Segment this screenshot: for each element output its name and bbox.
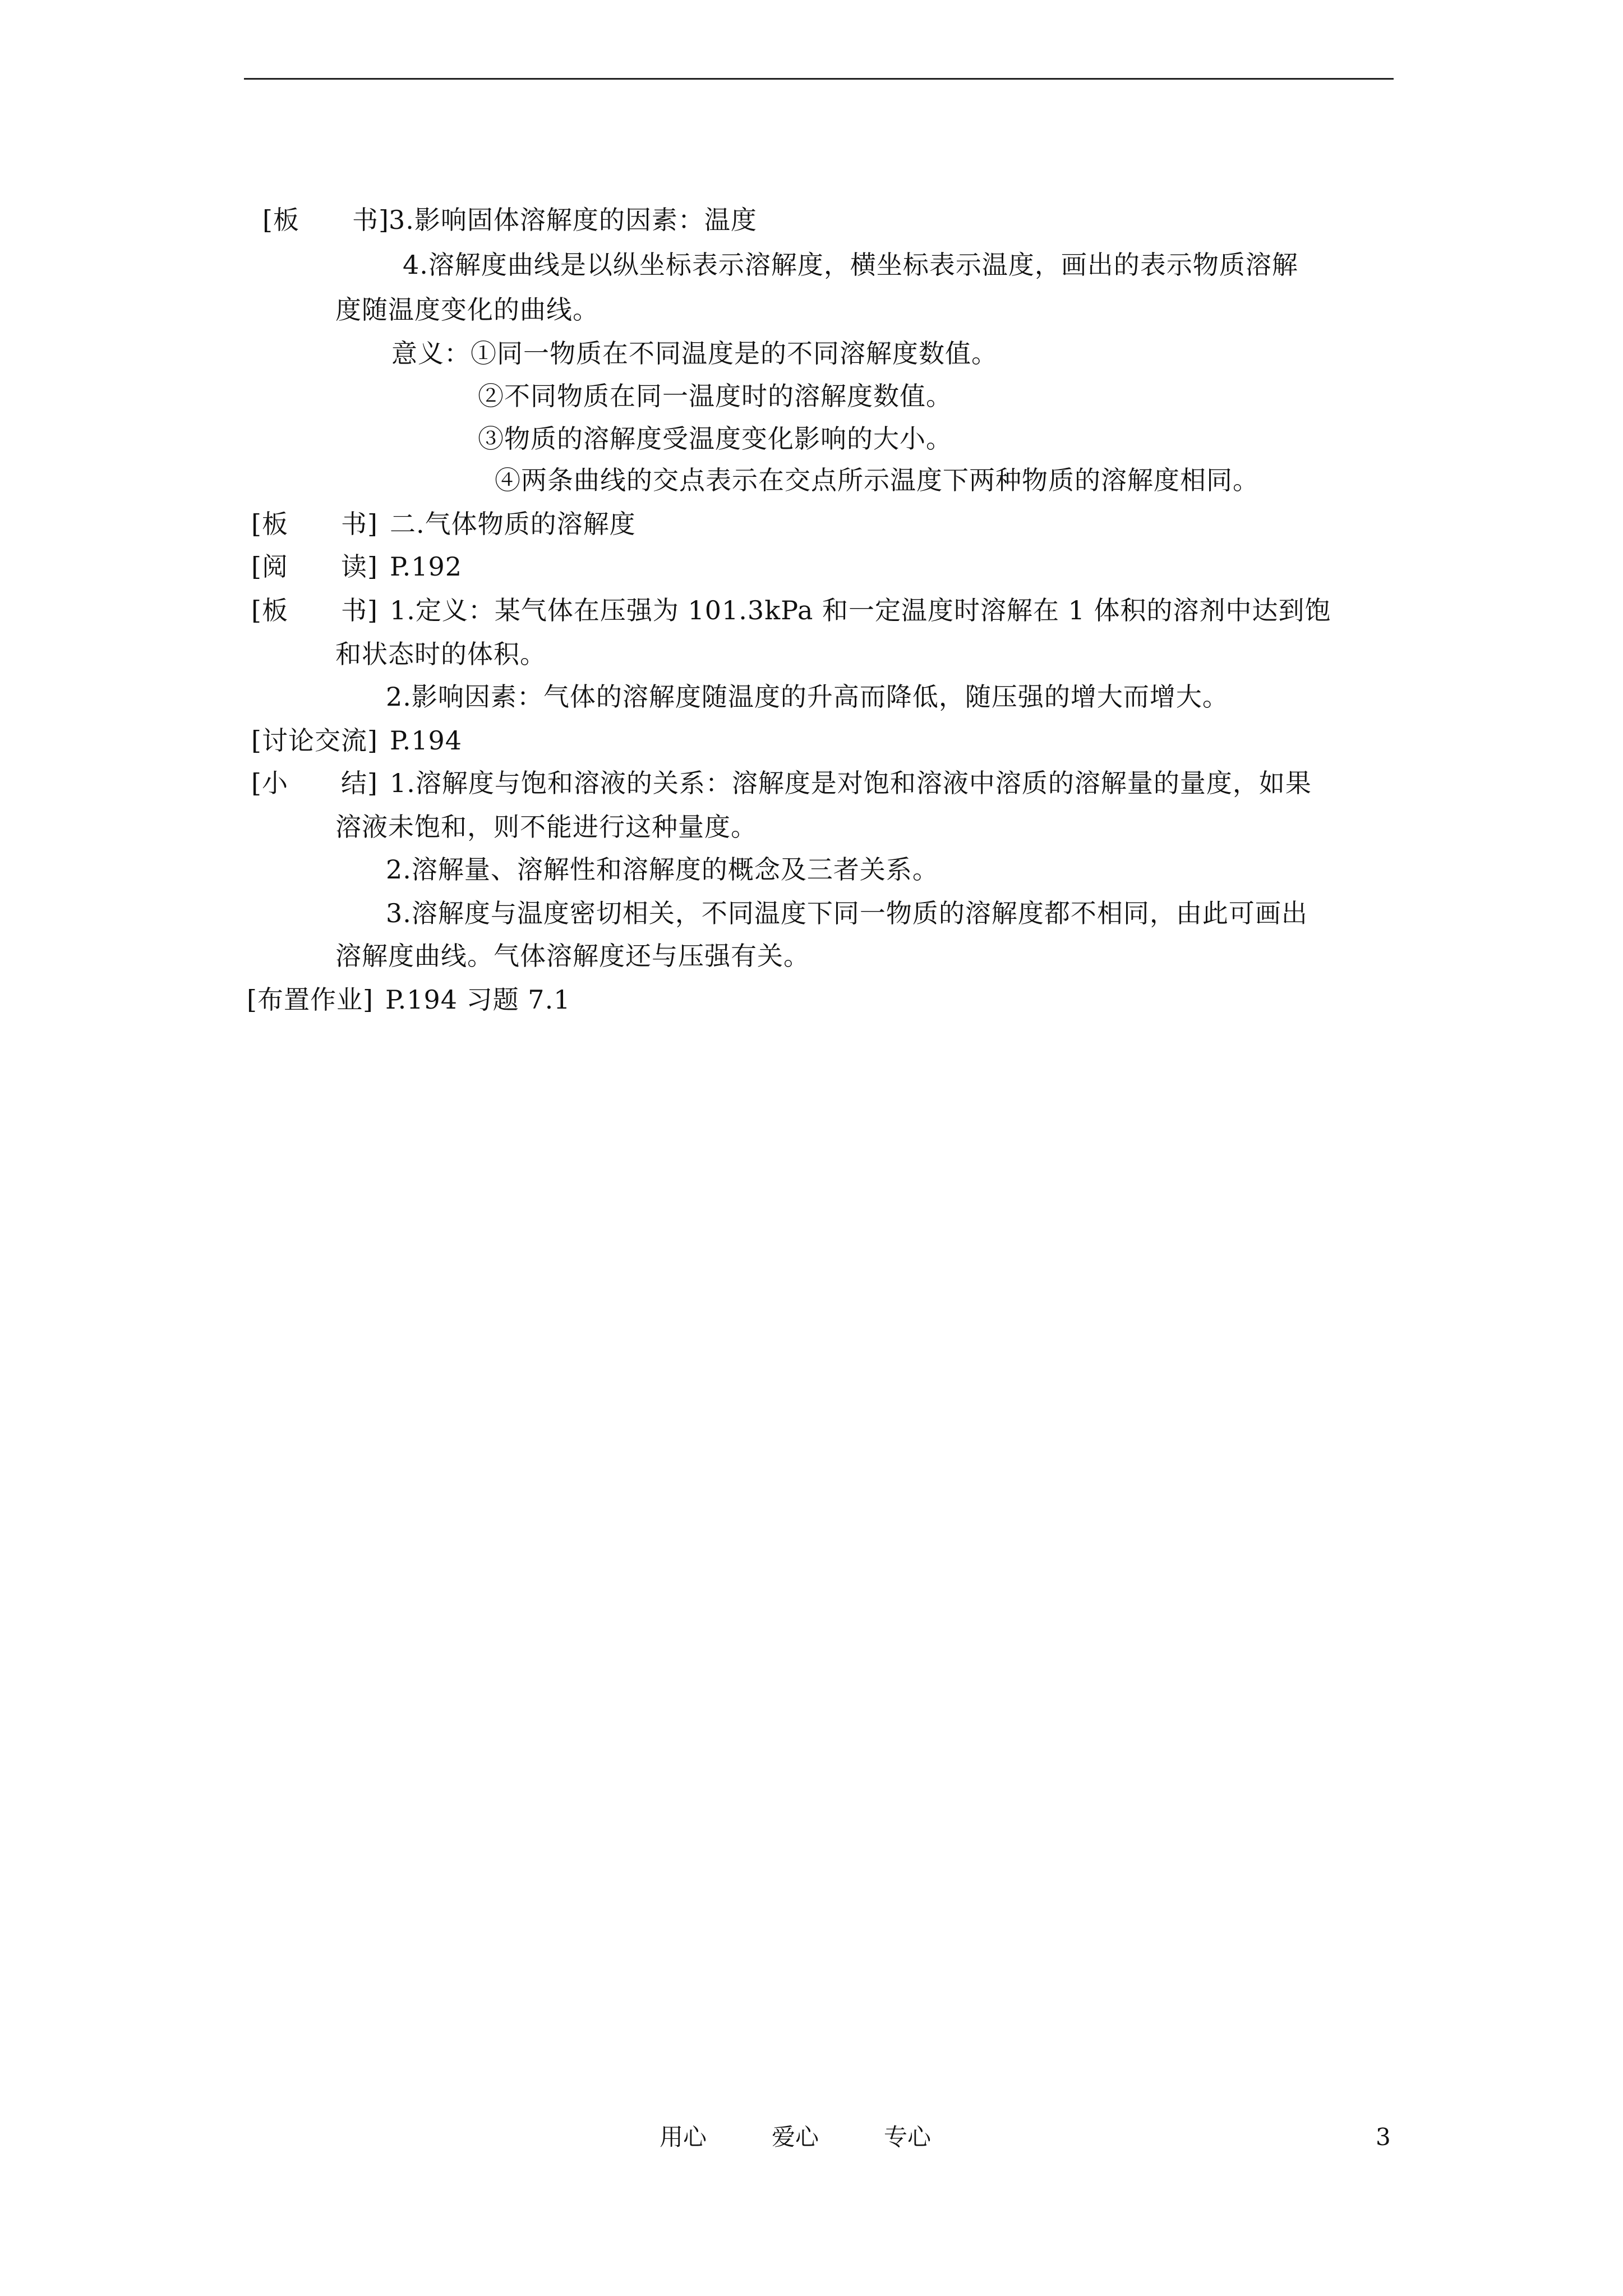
- meaning-item-2: [478, 379, 952, 413]
- homework-line: [247, 983, 570, 1016]
- meaning-item-3: [478, 422, 952, 455]
- line-text: 二.气体物质的溶解度: [390, 509, 636, 539]
- reading-line: [251, 550, 462, 583]
- section-tag: [小 结]: [251, 768, 378, 798]
- line-text: 和状态时的体积。: [335, 639, 546, 669]
- line-text: P.194 习题 7.1: [385, 984, 571, 1015]
- footer-motto-1: 用心: [660, 2123, 707, 2151]
- summary-line-3: [386, 896, 1308, 930]
- line-text: 1.溶解度与饱和溶液的关系：溶解度是对饱和溶液中溶质的溶解量的量度，如果: [390, 768, 1312, 798]
- meaning-item-1: [391, 337, 998, 370]
- line-text: 2.影响因素：气体的溶解度随温度的升高而降低，随压强的增大而增大。: [386, 682, 1229, 712]
- meaning-item-4: [495, 463, 1259, 497]
- line-text: ④两条曲线的交点表示在交点所示温度下两种物质的溶解度相同。: [495, 465, 1259, 495]
- page-number: 3: [1376, 2123, 1391, 2151]
- line-text: P.192: [390, 551, 463, 582]
- footer-motto-3: 专心: [884, 2123, 932, 2151]
- footer-motto-2: 爱心: [772, 2123, 819, 2151]
- line-text: 溶解度曲线。气体溶解度还与压强有关。: [335, 941, 810, 971]
- line-text: 意义：①同一物质在不同温度是的不同溶解度数值。: [391, 338, 998, 369]
- line-text: 度随温度变化的曲线。: [335, 295, 599, 325]
- section-tag: [布置作业]: [247, 984, 374, 1015]
- summary-line-2: [386, 853, 939, 886]
- section-tag: [板 书]: [251, 509, 378, 539]
- gas-definition-cont: [335, 637, 546, 671]
- section-tag: [阅 读]: [251, 551, 378, 582]
- line-text: ③物质的溶解度受温度变化影响的大小。: [478, 424, 952, 454]
- section-tag: [讨论交流]: [251, 725, 378, 756]
- line-text: ②不同物质在同一温度时的溶解度数值。: [478, 381, 952, 411]
- line-text: 1.定义：某气体在压强为 101.3kPa 和一定温度时溶解在 1 体积的溶剂中达到饱: [390, 595, 1331, 625]
- line-text: P.194: [390, 725, 463, 756]
- header-rule: [244, 78, 1394, 80]
- line-text: 4.溶解度曲线是以纵坐标表示溶解度，横坐标表示温度，画出的表示物质溶解: [403, 250, 1298, 280]
- summary-line-1: [251, 766, 1312, 800]
- section-tag: [板 书]: [251, 595, 378, 625]
- board-line-influence-factors: [262, 203, 757, 237]
- line-text: 2.溶解量、溶解性和溶解度的概念及三者关系。: [386, 854, 939, 885]
- section-tag: [板 书]: [262, 205, 389, 235]
- summary-line-1-cont: [335, 810, 757, 844]
- gas-influence-factors: [386, 680, 1229, 714]
- line-text: 3.溶解度与温度密切相关，不同温度下同一物质的溶解度都不相同，由此可画出: [386, 898, 1308, 928]
- board-line-gas-solubility: [251, 507, 636, 541]
- line-text: 3.影响固体溶解度的因素：温度: [389, 205, 757, 235]
- summary-line-3-cont: [335, 939, 810, 973]
- board-line-gas-definition: [251, 593, 1331, 627]
- discussion-line: [251, 724, 462, 757]
- solubility-curve-definition: [403, 248, 1298, 282]
- solubility-curve-definition-cont: [335, 293, 599, 326]
- line-text: 溶液未饱和，则不能进行这种量度。: [335, 812, 757, 842]
